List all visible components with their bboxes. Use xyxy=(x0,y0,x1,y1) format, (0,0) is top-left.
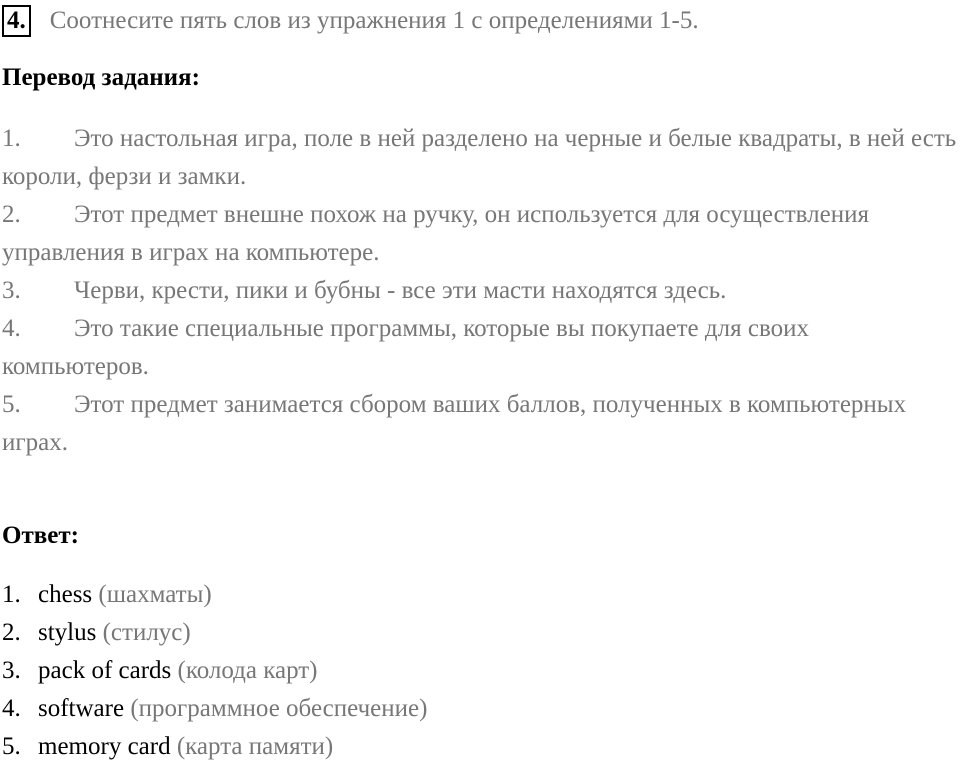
translation-item xyxy=(2,196,960,272)
answer-item-number: 4. xyxy=(2,695,21,722)
translation-list xyxy=(2,120,960,462)
answer-gloss: (шахматы) xyxy=(98,581,212,608)
answer-heading: Ответ: xyxy=(2,522,79,549)
task-number-box: 4. xyxy=(2,5,31,37)
answer-word: software xyxy=(38,695,125,722)
translation-item-text: Это настольная игра, поле в ней разделено на черные и белые квадраты, в ней есть короли, ферзи и замки. xyxy=(2,125,957,190)
answer-item xyxy=(2,690,427,728)
answer-word: chess xyxy=(38,581,93,608)
answer-item xyxy=(2,576,427,614)
translation-item-number: 4. xyxy=(2,315,21,342)
answer-word: memory card xyxy=(38,733,171,760)
answer-gloss: (карта памяти) xyxy=(176,733,334,760)
answer-item-number: 2. xyxy=(2,619,21,646)
translation-item xyxy=(2,272,960,310)
translation-item-number: 2. xyxy=(2,201,21,228)
answer-item xyxy=(2,728,427,766)
task-instruction xyxy=(2,2,699,40)
translation-item-number: 3. xyxy=(2,277,21,304)
translation-item-text: Черви, крести, пики и бубны - все эти масти находятся здесь. xyxy=(74,277,727,304)
answer-gloss: (колода карт) xyxy=(177,657,318,684)
answer-item xyxy=(2,614,427,652)
task-text: Соотнесите пять слов из упражнения 1 с определениями 1-5. xyxy=(49,7,699,34)
translation-heading: Перевод задания: xyxy=(2,64,200,91)
answer-item xyxy=(2,652,427,690)
answer-item-number: 5. xyxy=(2,733,21,760)
answer-list xyxy=(2,576,427,766)
answer-gloss: (программное обеспечение) xyxy=(130,695,428,722)
translation-item-number: 1. xyxy=(2,125,21,152)
translation-item-text: Этот предмет занимается сбором ваших баллов, полученных в компьютерных играх. xyxy=(2,391,907,456)
translation-item xyxy=(2,310,960,386)
translation-item-number: 5. xyxy=(2,391,21,418)
translation-item-text: Этот предмет внешне похож на ручку, он используется для осуществления управления в играх на компьютере. xyxy=(2,201,869,266)
answer-gloss: (стилус) xyxy=(102,619,191,646)
answer-item-number: 1. xyxy=(2,581,21,608)
translation-item-text: Это такие специальные программы, которые вы покупаете для своих компьютеров. xyxy=(2,315,809,380)
translation-item xyxy=(2,120,960,196)
translation-item xyxy=(2,386,960,462)
answer-word: pack of cards xyxy=(38,657,172,684)
answer-word: stylus xyxy=(38,619,97,646)
answer-item-number: 3. xyxy=(2,657,21,684)
